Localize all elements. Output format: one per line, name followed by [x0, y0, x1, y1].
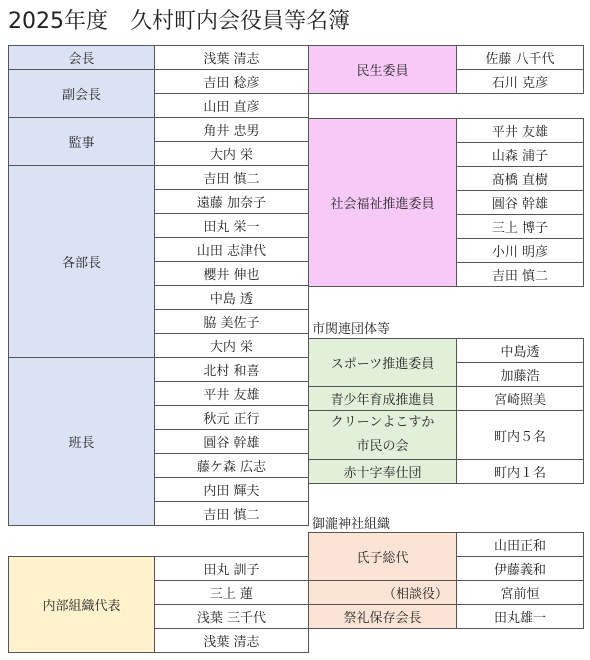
role-hancho: 班長	[9, 358, 155, 526]
member-name: 平井 友雄	[457, 119, 584, 143]
member-name: 吉田 稔彦	[155, 70, 309, 94]
role-clean-yokosuka	[309, 411, 457, 460]
member-name: 吉田 慎二	[155, 502, 309, 526]
member-name: 山田 志津代	[155, 238, 309, 262]
role-minsei: 民生委員	[309, 46, 457, 94]
officers-table	[8, 45, 309, 526]
member-name: 髙橋 直樹	[457, 167, 584, 191]
role-line: 市民の会	[356, 439, 409, 454]
role-sairei: 祭礼保存会長	[309, 605, 457, 629]
member-name: 櫻井 伸也	[155, 262, 309, 286]
member-name: 大内 栄	[155, 142, 309, 166]
member-name: 浅葉 清志	[155, 46, 309, 70]
role-kanji: 監事	[9, 118, 155, 166]
role-sports: スポーツ推進委員	[309, 339, 457, 387]
member-name: 三上 博子	[457, 215, 584, 239]
member-name: 脇 美佐子	[155, 310, 309, 334]
member-name: 小川 明彦	[457, 239, 584, 263]
shikanren-table	[308, 338, 584, 484]
member-name: 秋元 正行	[155, 406, 309, 430]
member-name: 圓谷 幹雄	[457, 191, 584, 215]
minsei-table	[308, 45, 584, 94]
role-fukukaicho: 副会長	[9, 70, 155, 118]
role-kaicho: 会長	[9, 46, 155, 70]
section-heading-jinja: 御瀧神社組織	[312, 517, 391, 532]
member-name: 内田 輝夫	[155, 478, 309, 502]
member-name: 宮前恒	[457, 581, 584, 605]
member-name: 吉田 慎二	[155, 166, 309, 190]
member-name: 伊藤義和	[457, 557, 584, 581]
member-name: 町内５名	[457, 411, 584, 460]
member-name: 吉田 慎二	[457, 263, 584, 287]
member-name: 田丸 訓子	[155, 557, 309, 581]
member-name: 平井 友雄	[155, 382, 309, 406]
role-sodan: （相談役）	[309, 581, 457, 605]
member-name: 中島透	[457, 339, 584, 363]
jinja-table	[308, 532, 584, 629]
naibu-table	[8, 556, 309, 653]
member-name: 大内 栄	[155, 334, 309, 358]
member-name: 佐藤 八千代	[457, 46, 584, 70]
role-sekijuji: 赤十字奉仕団	[309, 460, 457, 484]
member-name: 山田 直彦	[155, 94, 309, 118]
member-name: 三上 蓮	[155, 581, 309, 605]
member-name: 加藤浩	[457, 363, 584, 387]
role-ujiko: 氏子総代	[309, 533, 457, 581]
member-name: 圓谷 幹雄	[155, 430, 309, 454]
member-name: 田丸 栄一	[155, 214, 309, 238]
member-name: 町内１名	[457, 460, 584, 484]
member-name: 宮崎照美	[457, 387, 584, 411]
member-name: 遠藤 加奈子	[155, 190, 309, 214]
section-heading-shikanren: 市関連団体等	[312, 322, 391, 337]
shakai-table	[308, 118, 584, 287]
member-name: 山田正和	[457, 533, 584, 557]
member-name: 田丸雄一	[457, 605, 584, 629]
member-name: 中島 透	[155, 286, 309, 310]
member-name: 山森 浦子	[457, 143, 584, 167]
member-name: 角井 忠男	[155, 118, 309, 142]
page-title: 2025年度 久村町内会役員等名簿	[8, 9, 350, 34]
member-name: 北村 和喜	[155, 358, 309, 382]
member-name: 浅葉 清志	[155, 629, 309, 653]
member-name: 藤ケ森 広志	[155, 454, 309, 478]
role-bucho: 各部長	[9, 166, 155, 358]
role-line: クリーンよこすか	[330, 415, 435, 430]
role-naibu: 内部組織代表	[9, 557, 155, 653]
role-shakai: 社会福祉推進委員	[309, 119, 457, 287]
role-seishonen: 青少年育成推進員	[309, 387, 457, 411]
member-name: 石川 克彦	[457, 70, 584, 94]
member-name: 浅葉 三千代	[155, 605, 309, 629]
